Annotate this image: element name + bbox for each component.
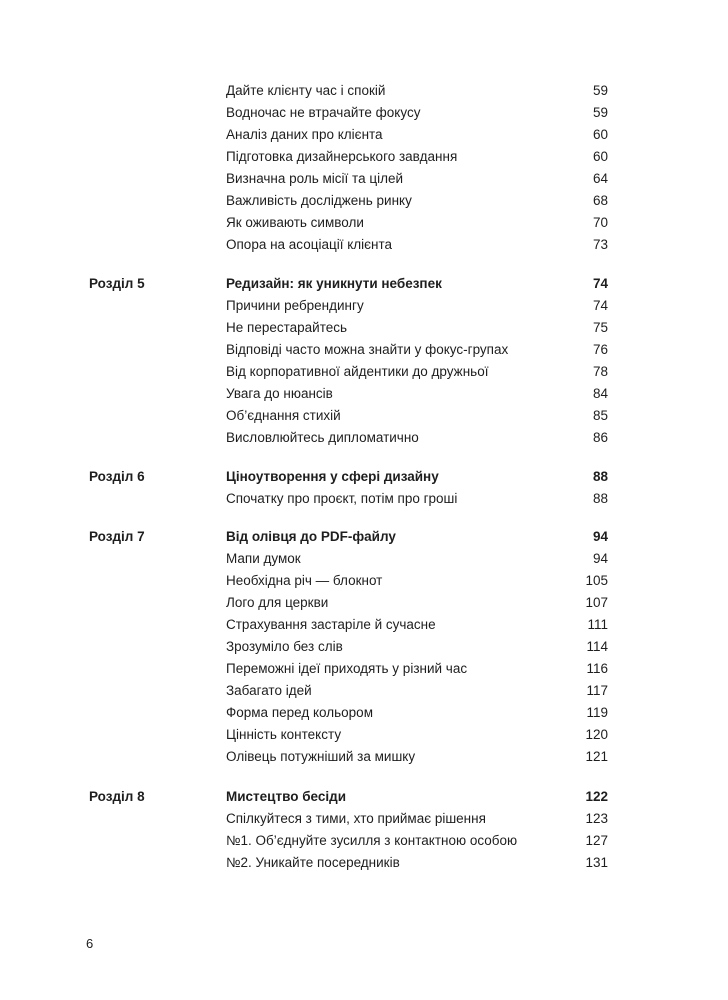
entry-page-number: 86 — [592, 430, 608, 445]
entry-page-number: 121 — [585, 749, 608, 764]
toc-entry-row — [0, 488, 728, 510]
entry-title: Висловлюйтесь дипломатично — [226, 430, 419, 445]
toc-entry-row — [0, 405, 728, 427]
chapter-label: Розділ 5 — [89, 276, 145, 291]
toc-entry-row — [0, 808, 728, 830]
entry-page-number: 60 — [592, 149, 608, 164]
entry-page-number: 88 — [592, 491, 608, 506]
entry-title: Спілкуйтеся з тими, хто приймає рішення — [226, 811, 486, 826]
entry-page-number: 88 — [592, 469, 608, 484]
entry-page-number: 59 — [592, 105, 608, 120]
entry-title: Як оживають символи — [226, 215, 364, 230]
toc-entry-row — [0, 658, 728, 680]
entry-page-number: 74 — [592, 298, 608, 313]
entry-page-number: 119 — [586, 705, 608, 720]
entry-title: Об’єднання стихій — [226, 408, 341, 423]
page-number: 6 — [86, 936, 94, 951]
entry-page-number: 73 — [592, 237, 608, 252]
entry-page-number: 111 — [587, 617, 608, 632]
entry-title: Забагато ідей — [226, 683, 312, 698]
toc-chapter-row — [0, 786, 728, 808]
toc-entry-row — [0, 190, 728, 212]
toc-entry-row — [0, 339, 728, 361]
chapter-label: Розділ 7 — [89, 529, 145, 544]
entry-page-number: 122 — [585, 789, 608, 804]
entry-title: Необхідна річ — блокнот — [226, 573, 383, 588]
entry-title: Водночас не втрачайте фокусу — [226, 105, 421, 120]
toc-entry-row — [0, 295, 728, 317]
entry-title: Причини ребрендингу — [226, 298, 364, 313]
toc-entry-row — [0, 614, 728, 636]
toc-entry-row — [0, 80, 728, 102]
entry-page-number: 68 — [592, 193, 608, 208]
toc-entry-row — [0, 124, 728, 146]
entry-title: Визначна роль місії та цілей — [226, 171, 404, 186]
toc-entry-row — [0, 234, 728, 256]
toc-entry-row — [0, 212, 728, 234]
entry-title: Увага до нюансів — [226, 386, 333, 401]
toc-entry-row — [0, 636, 728, 658]
entry-page-number: 59 — [592, 83, 608, 98]
entry-title: Мистецтво бесіди — [226, 789, 346, 804]
entry-title: Переможні ідеї приходять у різний час — [226, 661, 468, 676]
entry-title: Важливість досліджень ринку — [226, 193, 412, 208]
toc-entry-row — [0, 548, 728, 570]
entry-title: Підготовка дизайнерського завдання — [226, 149, 458, 164]
entry-page-number: 131 — [585, 855, 608, 870]
toc-entry-row — [0, 746, 728, 768]
entry-title: Не перестарайтесь — [226, 320, 348, 335]
toc-entry-row — [0, 592, 728, 614]
toc-entry-row — [0, 168, 728, 190]
entry-title: Опора на асоціації клієнта — [226, 237, 393, 252]
entry-page-number: 74 — [592, 276, 608, 291]
toc-chapter-row — [0, 526, 728, 548]
entry-page-number: 75 — [592, 320, 608, 335]
entry-page-number: 76 — [592, 342, 608, 357]
toc-entry-row — [0, 361, 728, 383]
entry-page-number: 94 — [592, 551, 608, 566]
entry-page-number: 64 — [592, 171, 608, 186]
toc-entry-row — [0, 570, 728, 592]
entry-page-number: 127 — [585, 833, 608, 848]
entry-title: Лого для церкви — [226, 595, 329, 610]
entry-page-number: 94 — [592, 529, 608, 544]
toc-entry-row — [0, 830, 728, 852]
chapter-label: Розділ 8 — [89, 789, 145, 804]
entry-page-number: 84 — [592, 386, 608, 401]
toc-entry-row — [0, 680, 728, 702]
entry-title: Цінність контексту — [226, 727, 342, 742]
toc-entry-row — [0, 852, 728, 874]
toc-entry-row — [0, 317, 728, 339]
toc-entry-row — [0, 724, 728, 746]
entry-title: Відповіді часто можна знайти у фокус-групах — [226, 342, 509, 357]
entry-title: №1. Об’єднуйте зусилля з контактною особою — [226, 833, 518, 848]
entry-title: Спочатку про проєкт, потім про гроші — [226, 491, 458, 506]
entry-title: Зрозуміло без слів — [226, 639, 343, 654]
entry-title: №2. Уникайте посередників — [226, 855, 400, 870]
entry-page-number: 60 — [592, 127, 608, 142]
toc-entry-row — [0, 702, 728, 724]
toc-entry-row — [0, 102, 728, 124]
entry-page-number: 70 — [592, 215, 608, 230]
entry-title: Ціноутворення у сфері дизайну — [226, 469, 439, 484]
entry-page-number: 123 — [585, 811, 608, 826]
entry-title: Олівець потужніший за мишку — [226, 749, 416, 764]
toc-chapter-row — [0, 273, 728, 295]
entry-title: Мапи думок — [226, 551, 301, 566]
toc-chapter-row — [0, 466, 728, 488]
entry-title: Страхування застаріле й сучасне — [226, 617, 436, 632]
entry-page-number: 120 — [585, 727, 608, 742]
entry-title: Редизайн: як уникнути небезпек — [226, 276, 442, 291]
entry-title: Форма перед кольором — [226, 705, 373, 720]
entry-page-number: 114 — [586, 639, 608, 654]
entry-page-number: 107 — [585, 595, 608, 610]
entry-title: Від олівця до PDF-файлу — [226, 529, 396, 544]
chapter-label: Розділ 6 — [89, 469, 145, 484]
entry-page-number: 117 — [586, 683, 608, 698]
entry-title: Аналіз даних про клієнта — [226, 127, 383, 142]
entry-title: Від корпоративної айдентики до дружньої — [226, 364, 489, 379]
toc-entry-row — [0, 383, 728, 405]
entry-page-number: 105 — [585, 573, 608, 588]
entry-page-number: 78 — [592, 364, 608, 379]
entry-title: Дайте клієнту час і спокій — [226, 83, 386, 98]
toc-entry-row — [0, 146, 728, 168]
entry-page-number: 116 — [586, 661, 608, 676]
toc-entry-row — [0, 427, 728, 449]
entry-page-number: 85 — [592, 408, 608, 423]
